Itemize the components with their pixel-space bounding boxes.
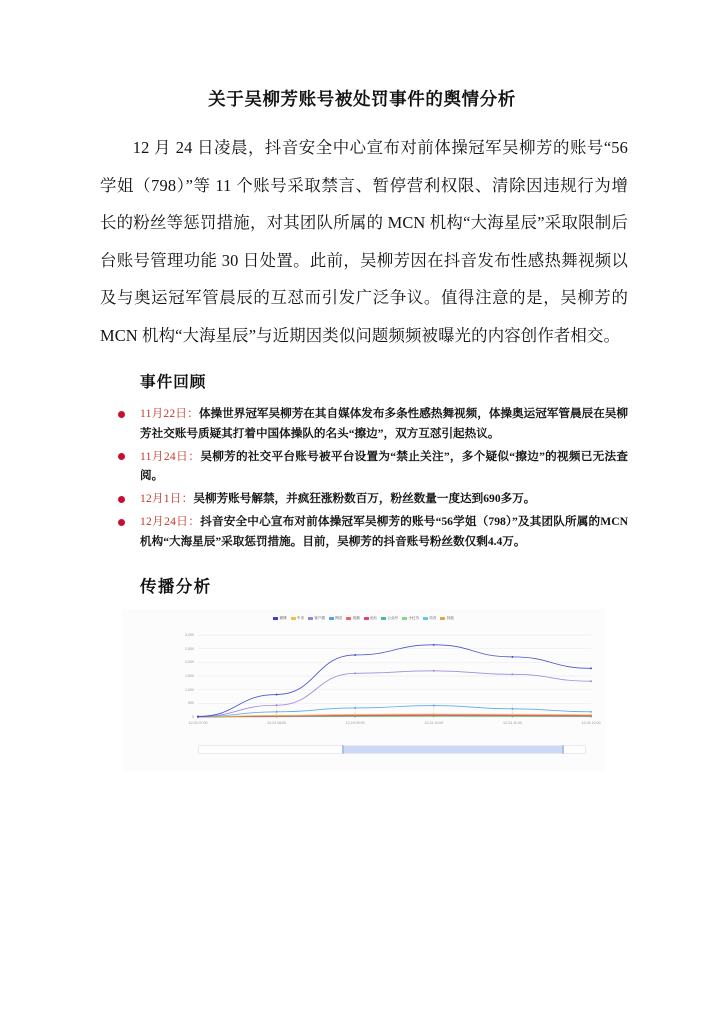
chart-data-point[interactable]	[433, 644, 435, 646]
datazoom-handle-left[interactable]	[342, 745, 344, 754]
chart-data-point[interactable]	[354, 707, 356, 709]
legend-item[interactable]	[440, 616, 453, 621]
timeline-item-body: 抖音安全中心宣布对前体操冠军吴柳芳的账号“56学姐（798）”及其团队所属的MCN机构“大海星辰”采取惩罚措施。目前，吴柳芳的抖音账号粉丝数仅剩4.4万。	[140, 515, 628, 549]
chart-line-series	[198, 645, 591, 717]
section-heading-spread-analysis: 传播分析	[140, 577, 212, 597]
legend-label: 网页	[335, 616, 343, 621]
timeline-item-date: 12月24日：	[140, 515, 201, 529]
legend-label: 公众号	[387, 616, 399, 621]
chart-y-tick-label: 500	[187, 701, 194, 706]
legend-label: 论坛	[370, 616, 378, 621]
legend-swatch-icon	[440, 617, 445, 621]
chart-y-tick-label: 1,500	[184, 674, 194, 679]
legend-swatch-icon	[291, 617, 296, 621]
datazoom-selected-range[interactable]	[342, 746, 562, 753]
spread-analysis-chart	[122, 609, 605, 771]
chart-x-tick-label: 12.24 11:00	[503, 721, 522, 726]
legend-label: 中央	[296, 616, 304, 621]
timeline-item-date: 11月24日：	[140, 449, 201, 463]
chart-data-point[interactable]	[590, 711, 592, 713]
chart-data-point[interactable]	[354, 672, 356, 674]
timeline-item-date: 12月1日：	[140, 492, 194, 506]
chart-data-point[interactable]	[433, 705, 435, 707]
chart-data-point[interactable]	[511, 708, 513, 710]
bullet-icon	[118, 496, 125, 503]
chart-data-point[interactable]	[433, 670, 435, 672]
chart-x-tick-label: 12.24 12:00	[581, 721, 601, 726]
chart-data-point[interactable]	[590, 714, 592, 716]
chart-datazoom-slider[interactable]	[198, 745, 586, 754]
chart-data-point[interactable]	[590, 680, 592, 682]
chart-x-tick-label: 12.24 07:00	[188, 721, 208, 726]
legend-swatch-icon	[273, 617, 278, 621]
chart-x-tick-label: 12.24 10:00	[424, 721, 444, 726]
timeline-item	[118, 512, 628, 555]
bullet-icon	[118, 411, 125, 418]
bullet-icon	[118, 453, 125, 460]
timeline-item-body: 吴柳芳账号解禁，并疯狂涨粉数百万，粉丝数量一度达到690多万。	[193, 492, 536, 506]
legend-item[interactable]	[273, 616, 286, 621]
chart-data-point[interactable]	[354, 714, 356, 716]
legend-item[interactable]	[364, 616, 377, 621]
legend-item[interactable]	[308, 616, 325, 621]
chart-plot-area	[122, 629, 605, 737]
legend-item[interactable]	[291, 616, 304, 621]
chart-y-tick-label: 2,500	[184, 646, 194, 651]
legend-swatch-icon	[402, 617, 407, 621]
chart-data-point[interactable]	[197, 716, 199, 718]
chart-x-tick-label: 12.24 09:00	[345, 721, 365, 726]
chart-data-point[interactable]	[511, 674, 513, 676]
chart-data-point[interactable]	[276, 711, 278, 713]
legend-label: 其他	[446, 616, 454, 621]
chart-legend	[122, 616, 605, 621]
legend-label: 视频	[352, 616, 360, 621]
datazoom-handle-right[interactable]	[562, 745, 564, 754]
chart-x-axis-labels	[122, 721, 605, 731]
chart-data-point[interactable]	[590, 668, 592, 670]
legend-swatch-icon	[381, 617, 386, 621]
timeline-item-body: 吴柳芳的社交平台账号被平台设置为“禁止关注”，多个疑似“擦边”的视频已无法查阅。	[140, 449, 628, 483]
chart-data-point[interactable]	[433, 713, 435, 715]
legend-label: 微博	[279, 616, 287, 621]
chart-data-point[interactable]	[276, 704, 278, 706]
chart-x-tick-label: 12.24 08:00	[267, 721, 287, 726]
chart-y-tick-label: 2,000	[184, 660, 194, 665]
legend-label: 抖音	[429, 616, 437, 621]
lead-paragraph: 12 月 24 日凌晨，抖音安全中心宣布对前体操冠军吴柳芳的账号“56 学姐（798）”等 11 个账号采取禁言、暂停营利权限、清除因违规行为增长的粉丝等惩罚措施，对其团队所属的 MCN 机构“大海星辰”采取限制后台账号管理功能 30 日处置。此前，吴柳芳因在抖音发布性感热舞视频以及与奥运冠军管晨辰的互怼而引发广泛争议。值得注意的是，吴柳芳的 MCN 机构“大海星辰”与近期因类似问题频频被曝光的内容创作者相交。	[100, 138, 628, 345]
legend-swatch-icon	[346, 617, 351, 621]
bullet-icon	[118, 519, 125, 526]
legend-item[interactable]	[381, 616, 398, 621]
legend-item[interactable]	[402, 616, 419, 621]
legend-swatch-icon	[423, 617, 428, 621]
chart-data-point[interactable]	[354, 654, 356, 656]
chart-data-point[interactable]	[511, 656, 513, 658]
chart-y-tick-label: 1,000	[184, 687, 194, 692]
timeline-item-body: 体操世界冠军吴柳芳在其自媒体发布多条性感热舞视频，体操奥运冠军管晨辰在吴柳芳社交账号质疑其打着中国体操队的名头“擦边”，双方互怼引起热议。	[140, 407, 628, 440]
page-title: 关于吴柳芳账号被处罚事件的舆情分析	[208, 89, 516, 109]
chart-y-tick-label: 0	[191, 715, 194, 720]
timeline-item	[118, 447, 628, 490]
chart-data-point[interactable]	[276, 715, 278, 717]
timeline-item	[118, 404, 628, 447]
chart-line-series	[198, 671, 591, 717]
timeline-item-date: 11月22日：	[140, 407, 199, 420]
legend-swatch-icon	[364, 617, 369, 621]
timeline-item	[118, 489, 628, 512]
legend-item[interactable]	[423, 616, 436, 621]
chart-y-tick-label: 3,000	[184, 633, 194, 638]
legend-swatch-icon	[329, 617, 334, 621]
section-heading-event-review: 事件回顾	[140, 374, 207, 391]
legend-item[interactable]	[329, 616, 342, 621]
legend-label: 小红书	[408, 616, 419, 621]
legend-item[interactable]	[346, 616, 359, 621]
legend-swatch-icon	[308, 617, 313, 621]
chart-data-point[interactable]	[511, 713, 513, 715]
event-timeline-list	[0, 392, 724, 555]
chart-data-point[interactable]	[276, 694, 278, 696]
legend-label: 客户端	[314, 616, 325, 621]
